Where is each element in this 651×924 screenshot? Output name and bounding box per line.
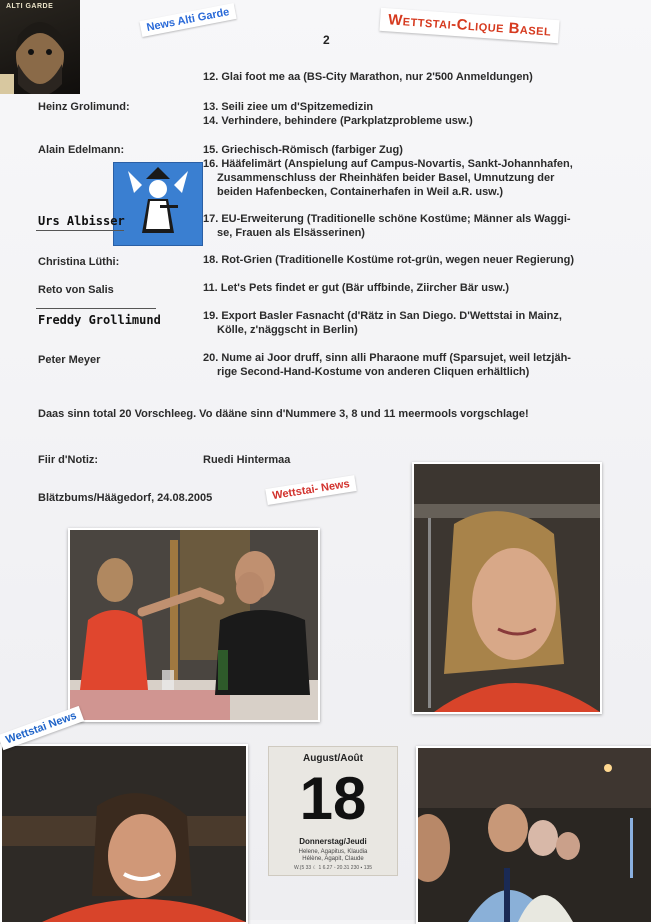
photo-woman-smiling <box>0 744 248 924</box>
calendar-weekday: Donnerstag/Jeudi <box>299 837 367 846</box>
item-17: 17. EU-Erweiterung (Traditionelle schöne Kostüme; Männer als Waggi- <box>203 213 571 225</box>
member-name-handwritten: Freddy Grollimund <box>38 313 161 327</box>
bearded-face-logo <box>0 12 80 94</box>
news-alti-garde-sticker: News Alti Garde <box>139 3 236 37</box>
item-19: 19. Export Basler Fasnacht (d'Rätz in San Diego. D'Wettstai in Mainz, <box>203 310 562 322</box>
item-16-line3: beiden Hafenbecken, Containerhafen in Weil a.R. usw.) <box>217 186 504 198</box>
item-18: 18. Rot-Grien (Traditionelle Kostüme rot-grün, wegen neuer Regierung) <box>203 254 574 266</box>
member-name: Peter Meyer <box>38 354 101 366</box>
calendar-page <box>268 746 398 876</box>
calendar-times: W.(5 33 ☾ 1 6.27 ◦ 20.31 230 ▪ 135 <box>293 865 373 871</box>
member-name: Reto von Salis <box>38 284 114 296</box>
place-date: Blätzbums/Häägedorf, 24.08.2005 <box>38 492 213 504</box>
item-14: 14. Verhindere, behindere (Parkplatzprobleme usw.) <box>203 115 473 127</box>
item-17-line2: se, Frauen als Elsässerinen) <box>217 227 365 239</box>
photo-men-at-table <box>416 746 651 924</box>
photo-woman-portrait <box>412 462 602 714</box>
page-number: 2 <box>323 33 330 47</box>
member-name: Christina Lüthi: <box>38 256 120 268</box>
name-underline <box>36 230 124 231</box>
note-label: Fiir d'Notiz: <box>38 454 99 466</box>
item-16-line2: Zusammenschluss der Rheinhäfen beider Basel, Umnutzung der <box>217 172 555 184</box>
fasnacht-figure-stamp <box>113 162 203 246</box>
member-name-handwritten: Urs Albisser <box>38 214 125 228</box>
calendar-names <box>269 849 397 863</box>
item-13: 13. Seili ziee um d'Spitzemedizin <box>203 101 374 113</box>
member-name: Heinz Grolimund: <box>38 101 130 113</box>
item-19-line2: Kölle, z'näggscht in Berlin) <box>217 324 358 336</box>
item-11: 11. Let's Pets findet er gut (Bär uffbinde, Ziircher Bär usw.) <box>203 282 509 294</box>
calendar-month: August/Août <box>303 753 363 764</box>
item-16: 16. Hääfelimärt (Anspielung auf Campus-Novartis, Sankt-Johannhafen, <box>203 158 573 170</box>
jester-figure-icon <box>114 163 202 245</box>
photo-toast-at-table <box>68 528 320 722</box>
badge-label: ALTI GARDE <box>6 3 54 10</box>
item-20: 20. Nume ai Joor druff, sinn alli Pharaone muff (Sparsujet, weil letzjäh- <box>203 352 571 364</box>
calendar-day: 18 <box>299 765 367 832</box>
note-name: Ruedi Hintermaa <box>203 454 291 466</box>
wettstai-news-sticker: Wettstai- News <box>265 475 356 505</box>
clique-title-sticker: Wettstai-Clique Basel <box>379 8 560 43</box>
item-15: 15. Griechisch-Römisch (farbiger Zug) <box>203 144 403 156</box>
alti-garde-badge <box>0 0 80 94</box>
wettstai-news-sticker-rotated: Wettstai News <box>0 706 85 751</box>
member-name: Alain Edelmann: <box>38 144 125 156</box>
item-20-line2: rige Second-Hand-Kostume von anderen Cliquen erhältlich) <box>217 366 530 378</box>
item-12: 12. Glai foot me aa (BS-City Marathon, nur 2'500 Anmeldungen) <box>203 71 533 83</box>
summary-text: Daas sinn total 20 Vorschleeg. Vo dääne sinn d'Nummere 3, 8 und 11 meermools vorgschlage! <box>38 408 529 420</box>
calendar-names-fr: Hélène, Agapit, Claude <box>302 856 364 862</box>
name-overline <box>36 308 156 309</box>
calendar-names-de: Helene, Agapitus, Klaudia <box>298 849 368 855</box>
